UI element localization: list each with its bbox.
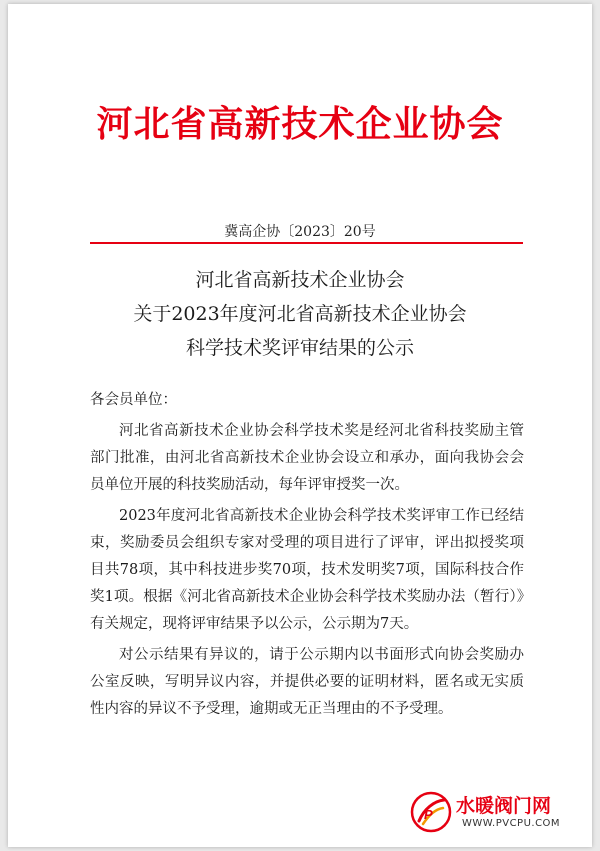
salutation: 各会员单位： [90,392,177,408]
paragraph: 对公示结果有异议的，请于公示期内以书面形式向协会奖励办公室反映，写明异议内容，并提供必要的证明材料，匿名或无实质性内容的异议不予受理，逾期或无正当理由的不予受理。 [90,647,524,717]
red-divider [90,242,523,244]
doc-number: 冀高企协〔2023〕20号 [224,224,376,240]
watermark-url: WWW.PVCPU.COM [462,818,561,829]
title-line: 关于2023年度河北省高新技术企业协会 [133,303,467,325]
svg-text:P: P [424,807,433,822]
pv-logo-icon [410,791,452,833]
watermark-title: 水暖阀门网 [456,795,552,817]
document-body [90,387,524,727]
site-watermark [410,791,580,835]
title-line: 科学技术奖评审结果的公示 [185,337,414,359]
document-page [8,4,592,847]
document-title [8,263,592,365]
paragraph: 2023年度河北省高新技术企业协会科学技术奖评审工作已经结束，奖励委员会组织专家对受理的项目进行了评审，评出拟授奖项目共78项，其中科技进步奖70项，技术发明奖7项，国际科技合作奖1项。根据《河北省高新技术企业协会科学技术奖励办法（暂行）》有关规定，现将评审结果予以公示，公示期为7天。 [90,508,524,632]
title-line: 河北省高新技术企业协会 [195,269,405,291]
org-header: 河北省高新技术企业协会 [96,103,504,145]
paragraph: 河北省高新技术企业协会科学技术奖是经河北省科技奖励主管部门批准，由河北省高新技术企业协会设立和承办，面向我协会会员单位开展的科技奖励活动，每年评审授奖一次。 [90,423,524,493]
